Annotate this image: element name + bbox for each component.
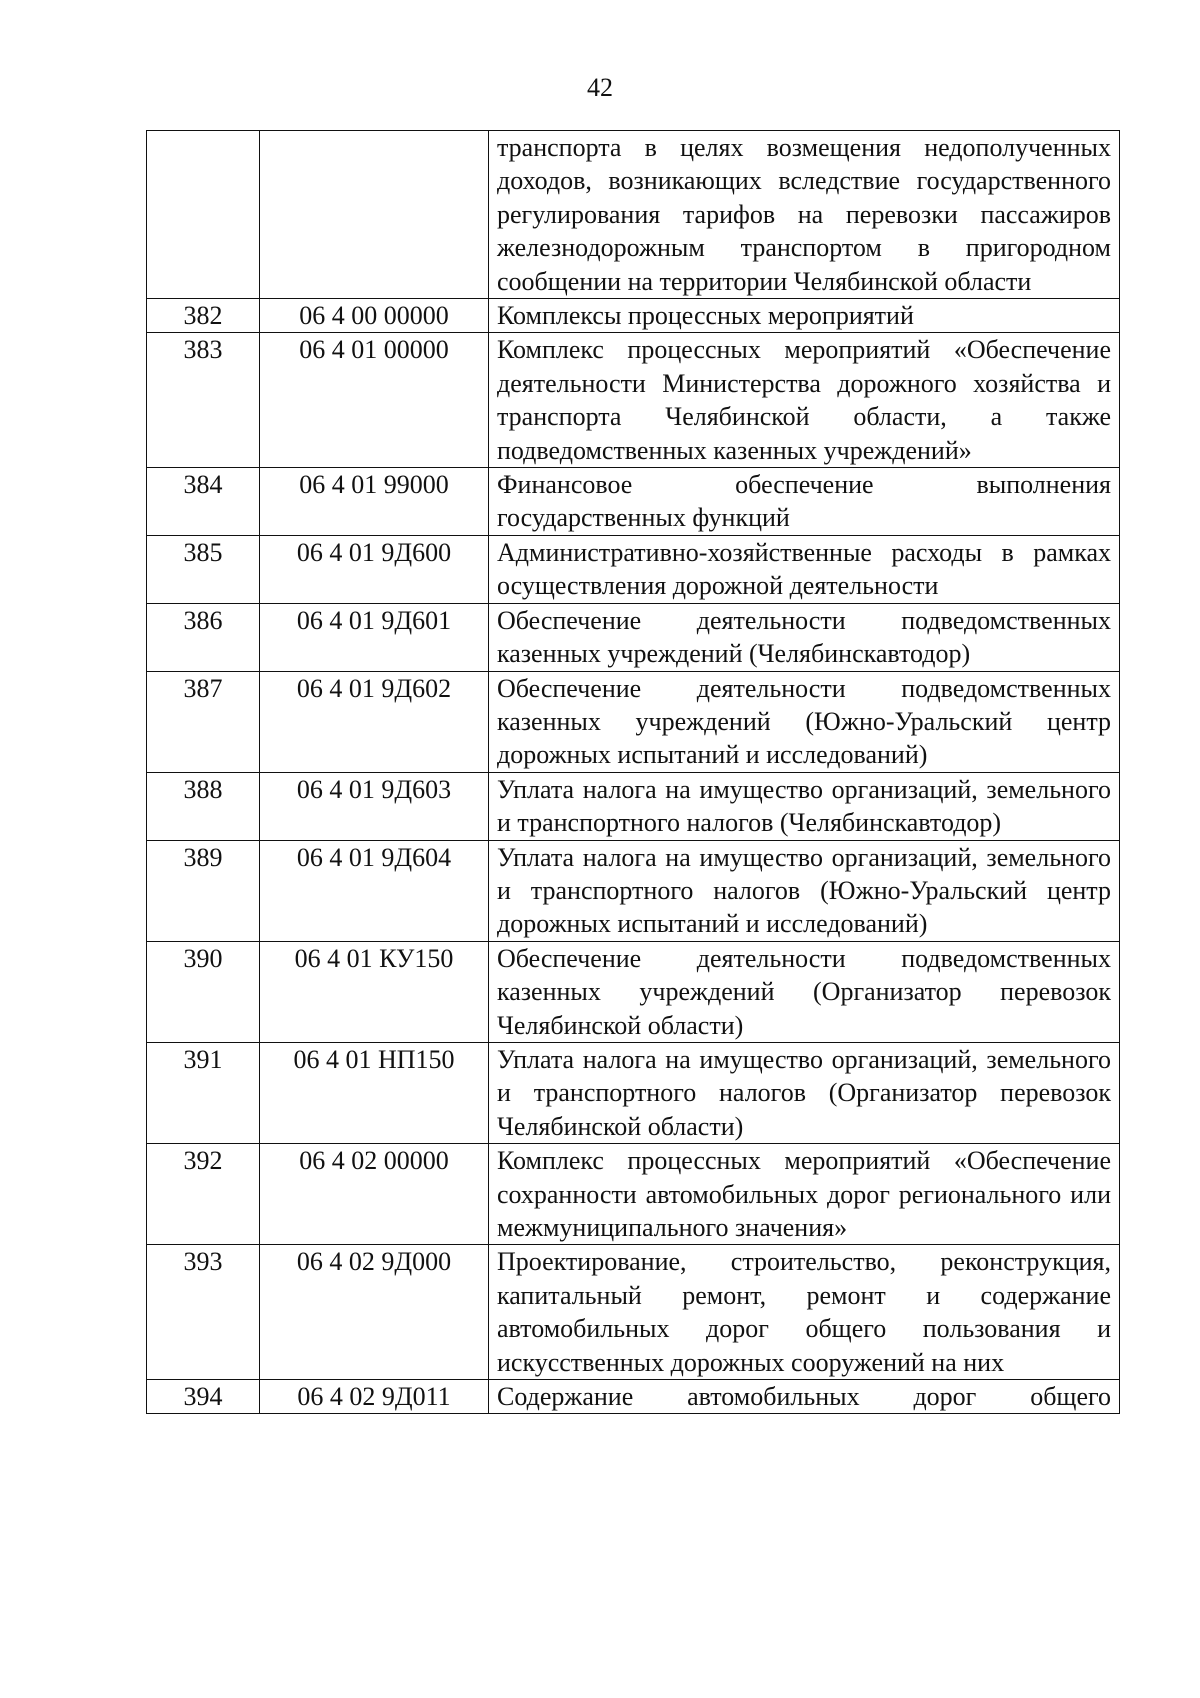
row-number: 391 (147, 1042, 260, 1143)
table-row (147, 333, 1120, 468)
row-code (260, 131, 489, 299)
row-description: Уплата налога на имущество организаций, земельного и транспортного налогов (Челябинскавтодор) (489, 772, 1120, 840)
row-number: 382 (147, 299, 260, 333)
row-number: 392 (147, 1144, 260, 1245)
table-row (147, 840, 1120, 941)
table-row (147, 671, 1120, 772)
row-code: 06 4 01 9Д601 (260, 603, 489, 671)
row-code: 06 4 01 9Д602 (260, 671, 489, 772)
row-description: Проектирование, строительство, реконструкция, капитальный ремонт, ремонт и содержание автомобильных дорог общего пользования и искусственных дорожных сооружений на них (489, 1245, 1120, 1380)
row-code: 06 4 01 НП150 (260, 1042, 489, 1143)
row-description: Комплекс процессных мероприятий «Обеспечение деятельности Министерства дорожного хозяйства и транспорта Челябинской области, а также подведомственных казенных учреждений» (489, 333, 1120, 468)
table-row (147, 299, 1120, 333)
row-description: транспорта в целях возмещения недополученных доходов, возникающих вследствие государственного регулирования тарифов на перевозки пассажиров железнодорожным транспортом в пригородном сообщении на территории Челябинской области (489, 131, 1120, 299)
table-row (147, 1144, 1120, 1245)
row-number: 383 (147, 333, 260, 468)
row-number: 393 (147, 1245, 260, 1380)
budget-code-table (146, 130, 1120, 1414)
row-code: 06 4 01 КУ150 (260, 941, 489, 1042)
row-code: 06 4 01 9Д600 (260, 535, 489, 603)
row-description: Обеспечение деятельности подведомственных казенных учреждений (Организатор перевозок Челябинской области) (489, 941, 1120, 1042)
row-number: 387 (147, 671, 260, 772)
row-code: 06 4 01 00000 (260, 333, 489, 468)
row-number: 384 (147, 468, 260, 536)
row-number: 386 (147, 603, 260, 671)
table-row (147, 131, 1120, 299)
row-description: Содержание автомобильных дорог общего (489, 1380, 1120, 1414)
row-number (147, 131, 260, 299)
row-description: Уплата налога на имущество организаций, земельного и транспортного налогов (Южно-Уральский центр дорожных испытаний и исследований) (489, 840, 1120, 941)
row-number: 390 (147, 941, 260, 1042)
row-description: Административно-хозяйственные расходы в рамках осуществления дорожной деятельности (489, 535, 1120, 603)
row-description: Финансовое обеспечение выполнения государственных функций (489, 468, 1120, 536)
row-description: Уплата налога на имущество организаций, земельного и транспортного налогов (Организатор перевозок Челябинской области) (489, 1042, 1120, 1143)
row-code: 06 4 01 9Д603 (260, 772, 489, 840)
row-description: Комплекс процессных мероприятий «Обеспечение сохранности автомобильных дорог регионального или межмуниципального значения» (489, 1144, 1120, 1245)
table-body (147, 131, 1120, 1414)
table-row (147, 1042, 1120, 1143)
row-number: 394 (147, 1380, 260, 1414)
row-code: 06 4 02 9Д000 (260, 1245, 489, 1380)
row-code: 06 4 01 9Д604 (260, 840, 489, 941)
table-row (147, 468, 1120, 536)
table-row (147, 1245, 1120, 1380)
table-row (147, 772, 1120, 840)
page-number: 42 (587, 73, 613, 102)
row-code: 06 4 01 99000 (260, 468, 489, 536)
row-description: Обеспечение деятельности подведомственных казенных учреждений (Челябинскавтодор) (489, 603, 1120, 671)
table-row (147, 1380, 1120, 1414)
row-number: 388 (147, 772, 260, 840)
table-row (147, 941, 1120, 1042)
table-row (147, 603, 1120, 671)
row-code: 06 4 02 00000 (260, 1144, 489, 1245)
row-description: Обеспечение деятельности подведомственных казенных учреждений (Южно-Уральский центр дорожных испытаний и исследований) (489, 671, 1120, 772)
row-code: 06 4 00 00000 (260, 299, 489, 333)
row-code: 06 4 02 9Д011 (260, 1380, 489, 1414)
table-row (147, 535, 1120, 603)
row-number: 389 (147, 840, 260, 941)
row-description: Комплексы процессных мероприятий (489, 299, 1120, 333)
row-number: 385 (147, 535, 260, 603)
